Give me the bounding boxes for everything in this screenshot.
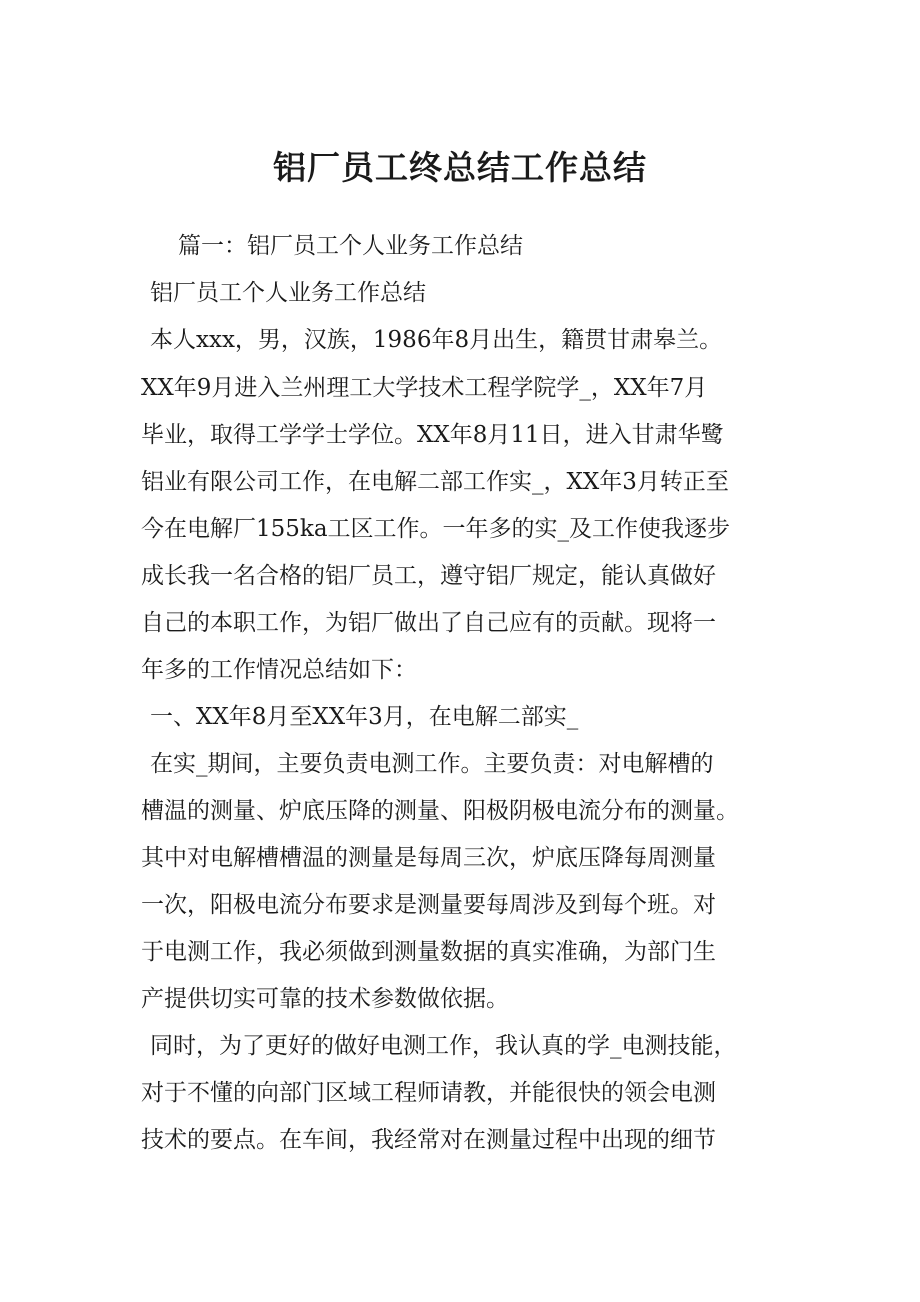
paragraph-line: 铝业有限公司工作，在电解二部工作实_，XX年3月转正至 <box>141 469 729 495</box>
paragraph-line: 产提供切实可靠的技术参数做依据。 <box>141 986 509 1012</box>
paragraph-line: 其中对电解槽槽温的测量是每周三次，炉底压降每周测量 <box>141 845 716 871</box>
paragraph-line: 槽温的测量、炉底压降的测量、阳极阴极电流分布的测量。 <box>141 798 739 824</box>
section-heading: 一、XX年8月至XX年3月，在电解二部实_ <box>150 704 579 730</box>
paragraph-line: 自己的本职工作，为铝厂做出了自己应有的贡献。现将一 <box>141 610 716 636</box>
section-heading: 篇一：铝厂员工个人业务工作总结 <box>178 233 523 259</box>
document-title: 铝厂员工终总结工作总结 <box>273 148 647 187</box>
paragraph-line: 一次，阳极电流分布要求是测量要每周涉及到每个班。对 <box>141 892 716 918</box>
paragraph-line: 年多的工作情况总结如下： <box>141 657 417 683</box>
paragraph-line: XX年9月进入兰州理工大学技术工程学院学_，XX年7月 <box>141 375 708 401</box>
subheading: 铝厂员工个人业务工作总结 <box>150 280 426 306</box>
paragraph-line: 同时，为了更好的做好电测工作，我认真的学_电测技能， <box>150 1033 737 1059</box>
paragraph-line: 今在电解厂155ka工区工作。一年多的实_及工作使我逐步 <box>141 516 731 542</box>
paragraph-line: 对于不懂的向部门区域工程师请教，并能很快的领会电测 <box>141 1080 716 1106</box>
paragraph-line: 毕业，取得工学学士学位。XX年8月11日，进入甘肃华鹭 <box>141 422 724 448</box>
paragraph-line: 于电测工作，我必须做到测量数据的真实准确，为部门生 <box>141 939 716 965</box>
paragraph-line: 本人xxx，男，汉族，1986年8月出生，籍贯甘肃皋兰。 <box>150 327 723 353</box>
paragraph-line: 成长我一名合格的铝厂员工，遵守铝厂规定，能认真做好 <box>141 563 716 589</box>
paragraph-line: 在实_期间，主要负责电测工作。主要负责：对电解槽的 <box>150 751 714 777</box>
paragraph-line: 技术的要点。在车间，我经常对在测量过程中出现的细节 <box>141 1127 716 1153</box>
